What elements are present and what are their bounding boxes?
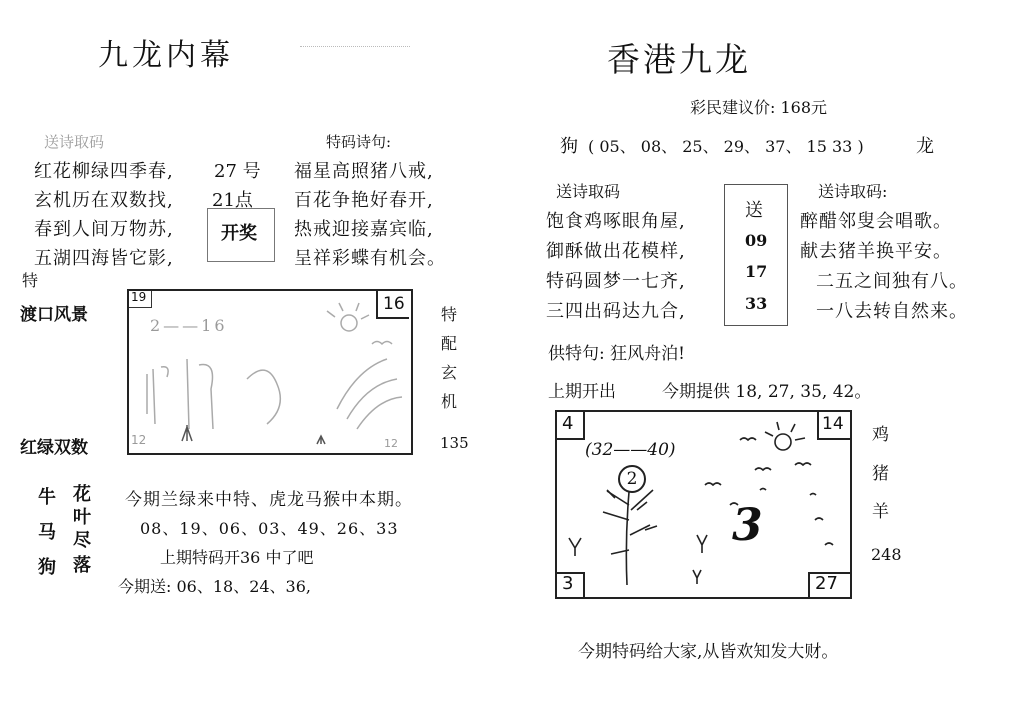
right-poem-header-left: 送诗取码 [556, 182, 621, 201]
right-title: 香港九龙 [607, 40, 751, 79]
animal-char: 牛 [38, 487, 56, 508]
right-poem-line: 御酥做出花模样, [546, 241, 686, 262]
flower-char: 落 [73, 555, 91, 576]
row-numbers: ( 05、 08、 25、 29、 37、 15 33 ) [588, 137, 864, 156]
right-scene-sketch [555, 410, 848, 595]
flower-char: 花 [73, 484, 91, 505]
left-side-number: 135 [440, 434, 469, 452]
send-box-char: 送 [745, 200, 763, 221]
side-char: 配 [441, 334, 458, 353]
side-char: 玄 [441, 363, 458, 382]
left-text-line1: 今期兰绿来中特、虎龙马猴中本期。 [125, 490, 413, 510]
right-poem-line: 一八去转自然来。 [816, 301, 968, 322]
left-te-char: 特 [22, 271, 39, 290]
right-box-number-tl: 4 [562, 413, 574, 434]
flower-char: 叶 [73, 507, 91, 528]
right-poem-line: 献去猪羊换平安。 [800, 241, 952, 262]
left-text-line3: 上期特码开36 中了吧 [160, 548, 314, 567]
left-poem-line: 红花柳绿四季春, [34, 161, 174, 182]
flower-char: 尽 [73, 530, 91, 551]
right-poem-line: 特码圆梦一七齐, [546, 271, 686, 292]
left-mid-time: 21点 [212, 190, 253, 211]
red-green-label: 红绿双数 [20, 438, 88, 458]
left-open-label: 开奖 [221, 223, 257, 244]
left-text-line2: 08、19、06、03、49、26、33 [140, 519, 399, 538]
right-scene-circle-number: 2 [618, 465, 646, 493]
right-box-number-tr: 14 [822, 414, 844, 434]
left-title: 九龙内幕 [98, 38, 234, 73]
left-special-line: 热戒迎接嘉宾临, [294, 219, 434, 240]
send-box-number: 09 [745, 231, 768, 250]
left-special-line: 福星高照猪八戒, [294, 161, 434, 182]
send-box-number: 33 [745, 294, 768, 313]
right-this-period: 今期提供 18, 27, 35, 42。 [662, 382, 872, 402]
side-char: 猪 [872, 464, 889, 484]
right-footer: 今期特码给大家,从皆欢知发大财。 [578, 642, 839, 662]
row-animal-dragon: 龙 [916, 136, 934, 157]
left-box-number-tl: 19 [131, 290, 147, 304]
right-box-number-bl: 3 [562, 573, 574, 594]
right-poem-line: 三四出码达九合, [546, 301, 686, 322]
left-special-line: 百花争艳好春开, [294, 190, 434, 211]
right-poem-line: 饱食鸡啄眼角屋, [546, 211, 686, 232]
right-poem-line: 醉醋邻叟会唱歌。 [800, 211, 952, 232]
left-mid-number: 27 号 [214, 161, 261, 182]
left-poem-line: 五湖四海皆它影, [34, 248, 174, 269]
right-side-number: 248 [871, 545, 902, 564]
right-price: 彩民建议价: 168元 [690, 98, 828, 117]
right-poem-header-right: 送诗取码: [818, 182, 888, 201]
side-char: 羊 [872, 502, 889, 522]
send-box-number: 17 [745, 262, 768, 281]
left-box-number-br: 12 [384, 437, 398, 450]
left-scene-sketch [127, 289, 409, 451]
left-special-line: 呈祥彩蝶有机会。 [294, 248, 446, 269]
right-scene-text: (32——40) [585, 440, 676, 460]
scene-label: 渡口风景 [20, 305, 88, 325]
right-scene-center-number: 3 [732, 500, 763, 551]
left-special-header: 特码诗句: [326, 133, 392, 151]
left-poem-line: 春到人间万物苏, [34, 219, 174, 240]
animal-char: 马 [38, 522, 56, 543]
right-box-number-br: 27 [815, 573, 838, 594]
left-title-smudge [300, 46, 410, 55]
left-poem-line: 玄机历在双数找, [34, 190, 174, 211]
right-last-period: 上期开出 [548, 382, 616, 402]
left-poem-header: 送诗取码 [44, 133, 105, 151]
right-poem-line: 二五之间独有八。 [816, 271, 968, 292]
left-scene-text: 2——16 [150, 316, 228, 335]
left-text-line4: 今期送: 06、18、24、36, [118, 577, 312, 596]
row-animal-dog: 狗 [560, 136, 578, 157]
side-char: 鸡 [872, 425, 889, 445]
left-box-number-tr: 16 [383, 294, 405, 314]
side-char: 特 [441, 305, 458, 324]
animal-char: 狗 [38, 557, 56, 578]
left-box-number-bl: 12 [131, 433, 147, 447]
side-char: 机 [441, 392, 458, 411]
right-special-line: 供特句: 狂风舟泊! [548, 344, 685, 364]
